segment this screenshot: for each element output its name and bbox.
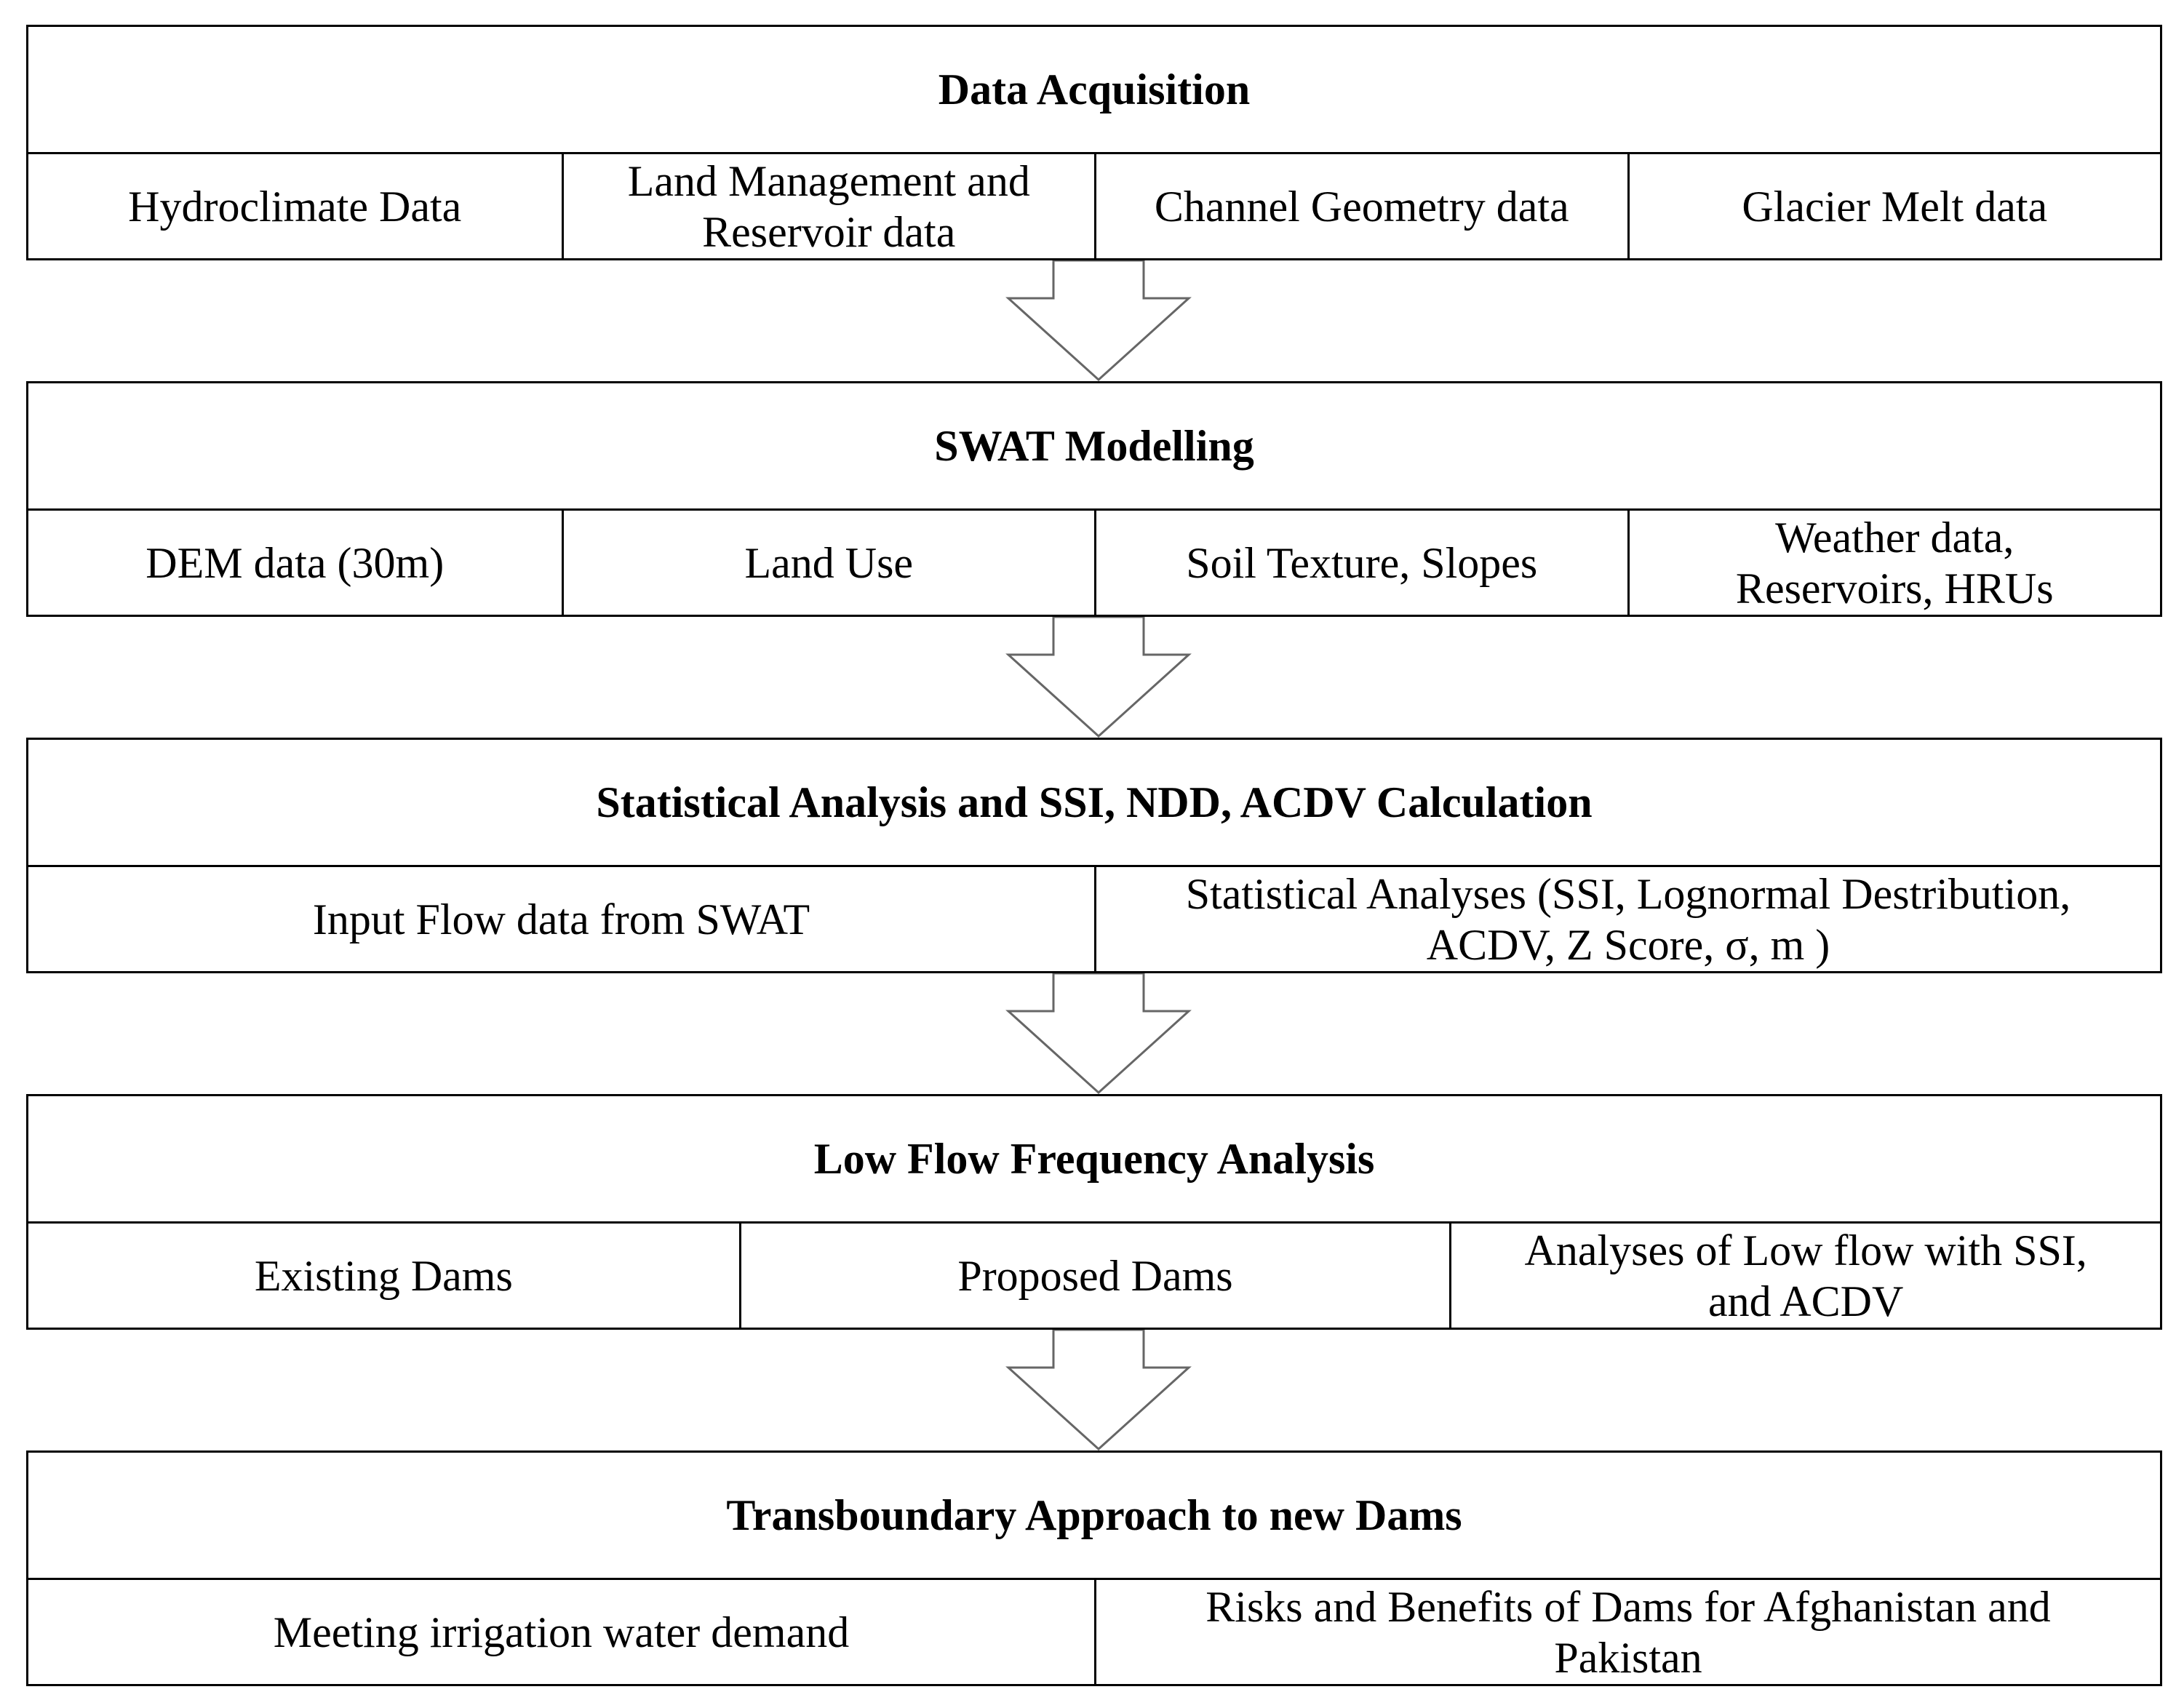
cell-text-line: Risks and Benefits of Dams for Afghanistan and [1205, 1582, 2051, 1631]
cell-text-line: Pakistan [1554, 1633, 1702, 1682]
down-arrow-icon [1004, 973, 1193, 1096]
cell-text-line: Soil Texture, Slopes [1186, 538, 1538, 587]
cell-text-line: Hydroclimate Data [128, 182, 462, 231]
stage-row [26, 1221, 2162, 1330]
cell-input-flow-data [28, 867, 1094, 971]
cell-text-line: Input Flow data from SWAT [312, 895, 810, 943]
stage-transboundary-approach [26, 1450, 2162, 1686]
cell-text-line: Statistical Analyses (SSI, Lognormal Destribution, [1185, 869, 2071, 918]
cell-text-line: Reservoir data [702, 207, 956, 256]
stage-swat-modelling [26, 381, 2162, 617]
cell-land-management [562, 154, 1095, 258]
cell-dem-data [28, 511, 562, 615]
cell-irrigation-demand [28, 1580, 1094, 1684]
stage-data-acquisition [26, 25, 2162, 260]
stage-row [26, 1578, 2162, 1686]
down-arrow-icon [1004, 617, 1193, 739]
cell-text-line: Proposed Dams [957, 1251, 1233, 1300]
cell-channel-geometry [1094, 154, 1627, 258]
cell-text-line: Channel Geometry data [1154, 182, 1569, 231]
cell-land-use [562, 511, 1095, 615]
cell-text-line: DEM data (30m) [146, 538, 445, 587]
cell-text-line: and ACDV [1707, 1277, 1904, 1325]
cell-text-line: Land Management and [627, 156, 1030, 205]
cell-text-line: Reservoirs, HRUs [1735, 564, 2054, 612]
stage-title: Transboundary Approach to new Dams [26, 1450, 2162, 1580]
stage-row [26, 508, 2162, 617]
cell-text-line: Analyses of Low flow with SSI, [1524, 1226, 2087, 1274]
cell-risks-benefits [1094, 1580, 2160, 1684]
stage-title: Statistical Analysis and SSI, NDD, ACDV Calculation [26, 738, 2162, 867]
cell-soil-texture [1094, 511, 1627, 615]
cell-glacier-melt [1627, 154, 2161, 258]
cell-text-line: Glacier Melt data [1742, 182, 2048, 231]
cell-weather-data [1627, 511, 2161, 615]
cell-low-flow-analyses [1449, 1224, 2160, 1328]
cell-text-line: Land Use [744, 538, 914, 587]
stage-title: Low Flow Frequency Analysis [26, 1094, 2162, 1224]
cell-text-line: ACDV, Z Score, σ, m ) [1426, 920, 1830, 969]
cell-proposed-dams [739, 1224, 1450, 1328]
stage-title: SWAT Modelling [26, 381, 2162, 511]
cell-statistical-analyses [1094, 867, 2160, 971]
cell-existing-dams [28, 1224, 739, 1328]
stage-title: Data Acquisition [26, 25, 2162, 154]
cell-text-line: Weather data, [1775, 513, 2014, 562]
cell-text-line: Existing Dams [254, 1251, 513, 1300]
stage-low-flow-frequency [26, 1094, 2162, 1330]
down-arrow-icon [1004, 1330, 1193, 1452]
down-arrow-icon [1004, 260, 1193, 383]
cell-text-line: Meeting irrigation water demand [273, 1608, 850, 1656]
stage-row [26, 865, 2162, 973]
cell-hydroclimate-data [28, 154, 562, 258]
stage-row [26, 152, 2162, 260]
stage-statistical-analysis [26, 738, 2162, 973]
